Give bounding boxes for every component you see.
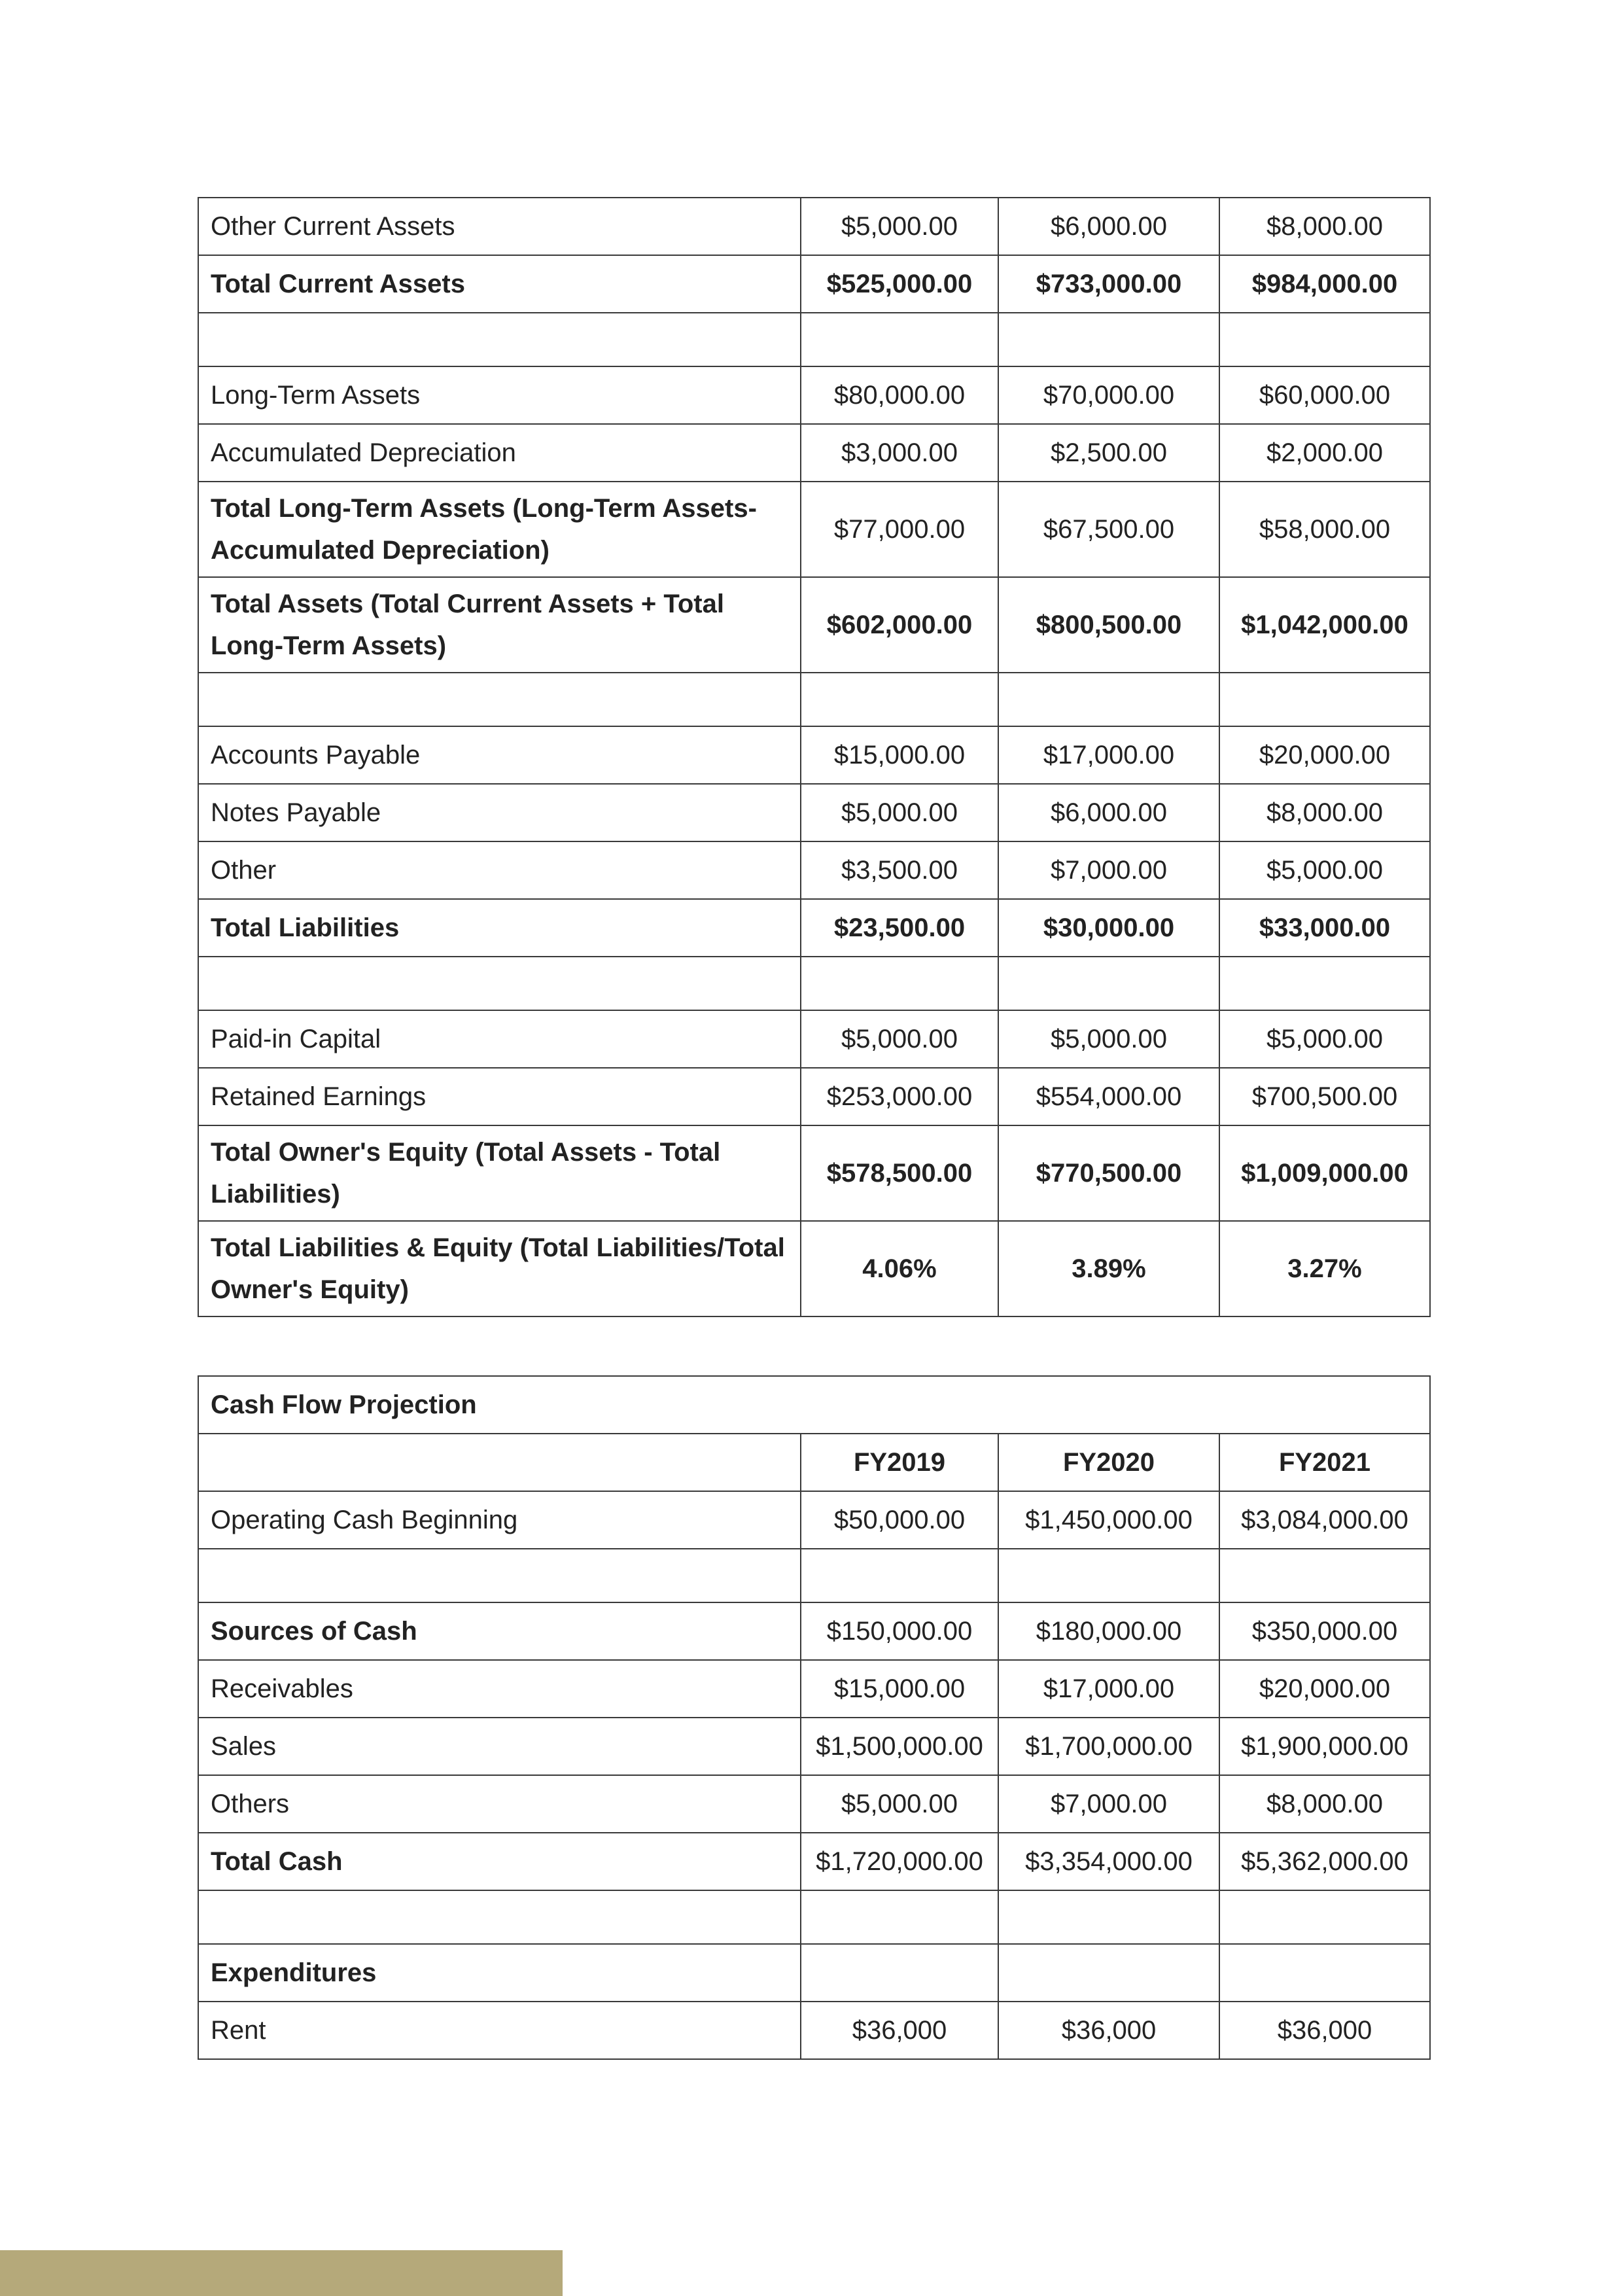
value-fy2019: $5,000.00 [801, 1010, 998, 1068]
balance-sheet-table [198, 197, 1431, 1317]
table-row [198, 841, 1430, 899]
table-row [198, 899, 1430, 957]
table-row [198, 424, 1430, 482]
value-fy2019: $150,000.00 [801, 1602, 998, 1660]
header-fy2021: FY2021 [1219, 1434, 1430, 1491]
value-fy2021: $8,000.00 [1219, 784, 1430, 841]
value-fy2021: $58,000.00 [1219, 482, 1430, 577]
row-label: Others [198, 1775, 801, 1833]
value-fy2019 [801, 957, 998, 1010]
table-row [198, 577, 1430, 673]
value-fy2019: $15,000.00 [801, 1660, 998, 1718]
value-fy2020: $1,450,000.00 [998, 1491, 1219, 1549]
table-row [198, 1491, 1430, 1549]
value-fy2019: $1,720,000.00 [801, 1833, 998, 1890]
value-fy2019 [801, 1890, 998, 1944]
value-fy2019: $253,000.00 [801, 1068, 998, 1125]
value-fy2021: $350,000.00 [1219, 1602, 1430, 1660]
row-label: Long-Term Assets [198, 366, 801, 424]
row-label: Paid-in Capital [198, 1010, 801, 1068]
value-fy2020: $6,000.00 [998, 784, 1219, 841]
value-fy2020 [998, 1890, 1219, 1944]
row-label: Retained Earnings [198, 1068, 801, 1125]
spacer-row [198, 1549, 1430, 1602]
value-fy2020: $17,000.00 [998, 1660, 1219, 1718]
value-fy2020: $733,000.00 [998, 255, 1219, 313]
value-fy2020: 3.89% [998, 1221, 1219, 1316]
row-label: Total Owner's Equity (Total Assets - Total Liabilities) [198, 1125, 801, 1221]
value-fy2021: $20,000.00 [1219, 726, 1430, 784]
row-label: Total Liabilities & Equity (Total Liabilities/Total Owner's Equity) [198, 1221, 801, 1316]
row-label [198, 1549, 801, 1602]
row-label: Notes Payable [198, 784, 801, 841]
value-fy2019: $3,500.00 [801, 841, 998, 899]
value-fy2020: $5,000.00 [998, 1010, 1219, 1068]
value-fy2021 [1219, 1549, 1430, 1602]
value-fy2020: $180,000.00 [998, 1602, 1219, 1660]
value-fy2020: $30,000.00 [998, 899, 1219, 957]
table-row [198, 1718, 1430, 1775]
row-label: Operating Cash Beginning [198, 1491, 801, 1549]
table-row [198, 726, 1430, 784]
table-row [198, 198, 1430, 255]
value-fy2020: $1,700,000.00 [998, 1718, 1219, 1775]
row-label: Accumulated Depreciation [198, 424, 801, 482]
row-label: Sources of Cash [198, 1602, 801, 1660]
footer-accent-bar [0, 2250, 563, 2296]
value-fy2020: $2,500.00 [998, 424, 1219, 482]
value-fy2020 [998, 1549, 1219, 1602]
table-row [198, 366, 1430, 424]
value-fy2020: $6,000.00 [998, 198, 1219, 255]
value-fy2021: $33,000.00 [1219, 899, 1430, 957]
value-fy2021: $5,362,000.00 [1219, 1833, 1430, 1890]
value-fy2021: $5,000.00 [1219, 1010, 1430, 1068]
row-label: Other Current Assets [198, 198, 801, 255]
value-fy2021: $1,042,000.00 [1219, 577, 1430, 673]
value-fy2021 [1219, 957, 1430, 1010]
row-label: Accounts Payable [198, 726, 801, 784]
table-row [198, 1833, 1430, 1890]
header-fy2019: FY2019 [801, 1434, 998, 1491]
value-fy2021: $36,000 [1219, 2002, 1430, 2059]
value-fy2021: $1,009,000.00 [1219, 1125, 1430, 1221]
value-fy2019: $525,000.00 [801, 255, 998, 313]
value-fy2020: $554,000.00 [998, 1068, 1219, 1125]
table-row [198, 1068, 1430, 1125]
value-fy2021 [1219, 1944, 1430, 2002]
value-fy2021: $8,000.00 [1219, 198, 1430, 255]
table-row [198, 482, 1430, 577]
cash-flow-table [198, 1375, 1431, 2060]
row-label: Other [198, 841, 801, 899]
spacer-row [198, 673, 1430, 726]
row-label: Total Liabilities [198, 899, 801, 957]
row-label: Total Current Assets [198, 255, 801, 313]
table-row [198, 1660, 1430, 1718]
value-fy2019: $5,000.00 [801, 784, 998, 841]
value-fy2019: $15,000.00 [801, 726, 998, 784]
header-label [198, 1434, 801, 1491]
table-row [198, 1010, 1430, 1068]
value-fy2021 [1219, 313, 1430, 366]
value-fy2020: $17,000.00 [998, 726, 1219, 784]
value-fy2019: $1,500,000.00 [801, 1718, 998, 1775]
value-fy2021: $20,000.00 [1219, 1660, 1430, 1718]
value-fy2019: $36,000 [801, 2002, 998, 2059]
table-title-row [198, 1376, 1430, 1434]
value-fy2019: $77,000.00 [801, 482, 998, 577]
value-fy2021: $3,084,000.00 [1219, 1491, 1430, 1549]
value-fy2019: $3,000.00 [801, 424, 998, 482]
value-fy2019 [801, 1549, 998, 1602]
table-row [198, 1775, 1430, 1833]
row-label: Total Assets (Total Current Assets + Total Long-Term Assets) [198, 577, 801, 673]
value-fy2019: $602,000.00 [801, 577, 998, 673]
value-fy2020: $36,000 [998, 2002, 1219, 2059]
value-fy2020: $7,000.00 [998, 1775, 1219, 1833]
row-label: Expenditures [198, 1944, 801, 2002]
value-fy2021: $700,500.00 [1219, 1068, 1430, 1125]
value-fy2020 [998, 673, 1219, 726]
value-fy2020: $7,000.00 [998, 841, 1219, 899]
spacer-row [198, 1890, 1430, 1944]
value-fy2019: $5,000.00 [801, 198, 998, 255]
table-row [198, 784, 1430, 841]
table-row [198, 1602, 1430, 1660]
value-fy2020: $770,500.00 [998, 1125, 1219, 1221]
row-label [198, 957, 801, 1010]
value-fy2019: $5,000.00 [801, 1775, 998, 1833]
value-fy2021: $60,000.00 [1219, 366, 1430, 424]
row-label [198, 1890, 801, 1944]
table-row [198, 1221, 1430, 1316]
row-label: Total Cash [198, 1833, 801, 1890]
spacer-row [198, 957, 1430, 1010]
value-fy2020 [998, 957, 1219, 1010]
value-fy2021: $2,000.00 [1219, 424, 1430, 482]
value-fy2020 [998, 1944, 1219, 2002]
value-fy2021: $984,000.00 [1219, 255, 1430, 313]
value-fy2020: $67,500.00 [998, 482, 1219, 577]
row-label: Total Long-Term Assets (Long-Term Assets-Accumulated Depreciation) [198, 482, 801, 577]
value-fy2021: 3.27% [1219, 1221, 1430, 1316]
value-fy2019: $80,000.00 [801, 366, 998, 424]
row-label [198, 673, 801, 726]
value-fy2020: $800,500.00 [998, 577, 1219, 673]
row-label: Rent [198, 2002, 801, 2059]
value-fy2021: $8,000.00 [1219, 1775, 1430, 1833]
table-row [198, 1125, 1430, 1221]
table-row [198, 2002, 1430, 2059]
value-fy2019: $23,500.00 [801, 899, 998, 957]
header-fy2020: FY2020 [998, 1434, 1219, 1491]
value-fy2019 [801, 673, 998, 726]
row-label [198, 313, 801, 366]
value-fy2019 [801, 313, 998, 366]
value-fy2020: $3,354,000.00 [998, 1833, 1219, 1890]
value-fy2021: $5,000.00 [1219, 841, 1430, 899]
row-label: Receivables [198, 1660, 801, 1718]
value-fy2021 [1219, 673, 1430, 726]
value-fy2019: $50,000.00 [801, 1491, 998, 1549]
value-fy2019: $578,500.00 [801, 1125, 998, 1221]
table-header-row [198, 1434, 1430, 1491]
value-fy2021 [1219, 1890, 1430, 1944]
value-fy2019: 4.06% [801, 1221, 998, 1316]
spacer-row [198, 313, 1430, 366]
row-label: Sales [198, 1718, 801, 1775]
value-fy2020: $70,000.00 [998, 366, 1219, 424]
value-fy2019 [801, 1944, 998, 2002]
table-row [198, 1944, 1430, 2002]
table-row [198, 255, 1430, 313]
table-title: Cash Flow Projection [198, 1376, 1430, 1434]
value-fy2021: $1,900,000.00 [1219, 1718, 1430, 1775]
value-fy2020 [998, 313, 1219, 366]
